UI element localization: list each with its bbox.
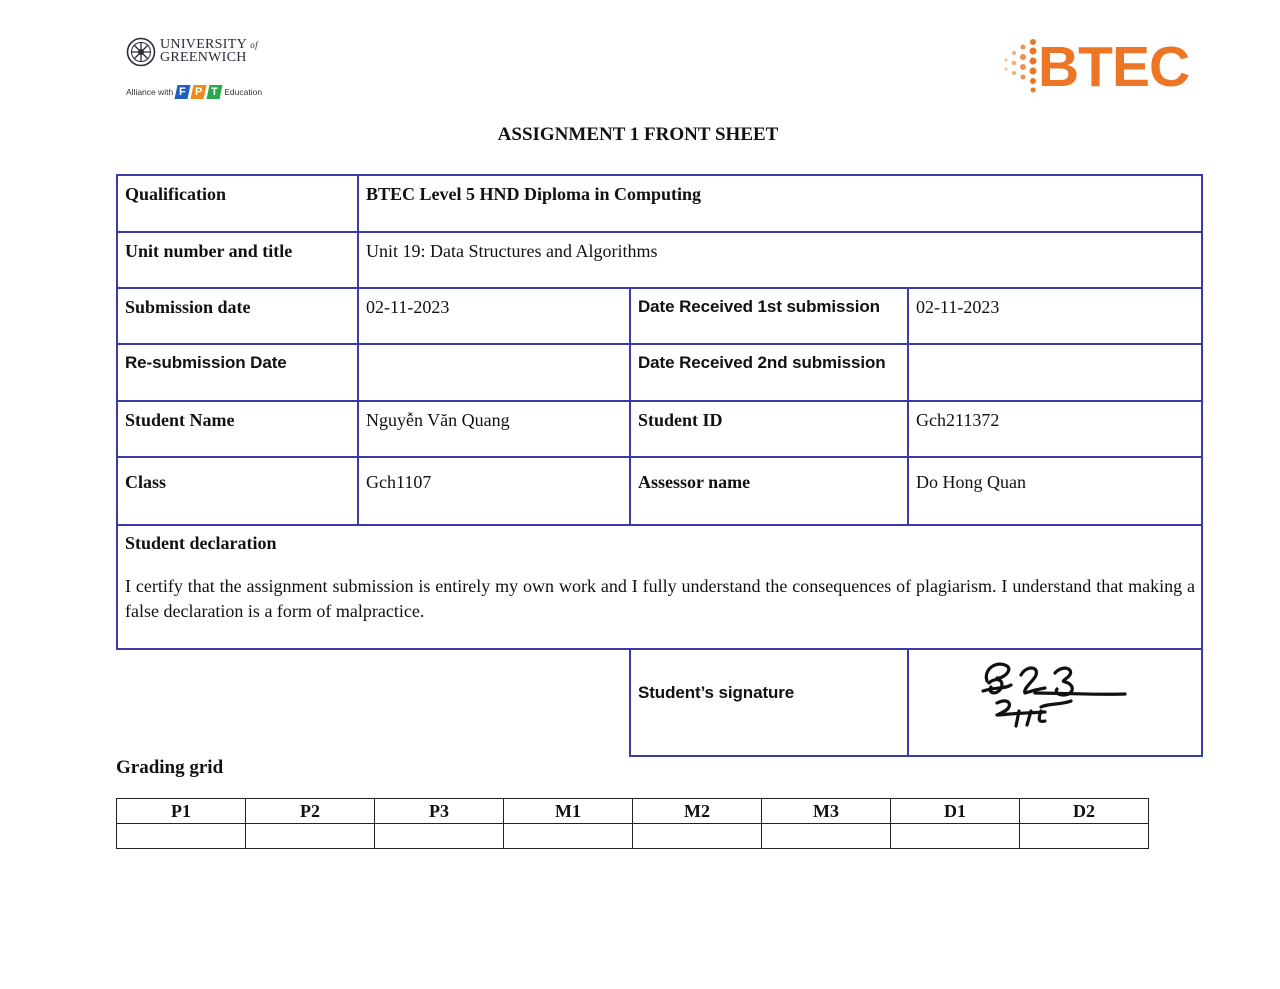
resubmission-date-label: Re-submission Date [125,353,287,372]
university-greenwich-logo [126,36,266,104]
date-received-1st-value: 02-11-2023 [916,297,1000,317]
class-label: Class [125,472,167,492]
resubmission-date-value [358,344,629,400]
grade-header: M2 [633,799,762,824]
grade-value [117,824,246,849]
class-value: Gch1107 [366,472,432,492]
date-received-2nd-value [908,344,1201,400]
fpt-letter-p: P [191,85,207,99]
assessor-label: Assessor name [638,472,751,492]
fpt-alliance-logo [126,82,262,102]
alliance-suffix: Education [224,87,263,97]
submission-date-label: Submission date [125,297,251,317]
university-name-line1: UNIVERSITY of [160,37,258,52]
grade-header: D2 [1020,799,1149,824]
fpt-letter-t: T [207,85,223,99]
student-signature-image [975,655,1130,733]
student-name-label: Student Name [125,410,235,430]
fpt-letter-f: F [175,85,191,99]
submission-date-value: 02-11-2023 [366,297,450,317]
assessor-value: Do Hong Quan [916,472,1026,492]
declaration-title: Student declaration [125,533,277,553]
date-received-2nd-label: Date Received 2nd submission [638,353,886,372]
student-name-value: Nguyễn Văn Quang [366,410,510,430]
grade-value [375,824,504,849]
grade-header: P3 [375,799,504,824]
page-title: ASSIGNMENT 1 FRONT SHEET [497,124,779,145]
qualification-value: BTEC Level 5 HND Diploma in Computing [366,184,702,204]
qualification-label: Qualification [125,184,227,204]
alliance-prefix: Alliance with [126,87,174,97]
grade-value [246,824,375,849]
btec-wordmark: BTEC [1038,35,1190,99]
unit-label: Unit number and title [125,241,293,261]
grading-header-row [117,799,1149,824]
grade-value [633,824,762,849]
grade-header: P2 [246,799,375,824]
btec-logo [1000,34,1196,100]
declaration-text: I certify that the assignment submission is entirely my own work and I fully understand the consequences of plagiarism. I understand that making a false declaration is a form of malpractice. [125,576,1195,621]
grading-grid-title: Grading grid [116,757,224,778]
grade-header: M3 [762,799,891,824]
university-emblem-icon [126,37,156,67]
btec-dots-icon [1000,36,1040,96]
grade-value [1020,824,1149,849]
grade-header: P1 [117,799,246,824]
student-id-label: Student ID [638,410,723,430]
date-received-1st-label: Date Received 1st submission [638,297,880,316]
grading-grid [116,798,1149,849]
grading-value-row [117,824,1149,849]
signature-label: Student’s signature [638,683,795,702]
unit-value: Unit 19: Data Structures and Algorithms [366,241,658,261]
grade-header: M1 [504,799,633,824]
grade-value [891,824,1020,849]
grade-value [762,824,891,849]
university-name-line2: GREENWICH [160,50,247,65]
grade-value [504,824,633,849]
student-id-value: Gch211372 [916,410,1000,430]
grade-header: D1 [891,799,1020,824]
